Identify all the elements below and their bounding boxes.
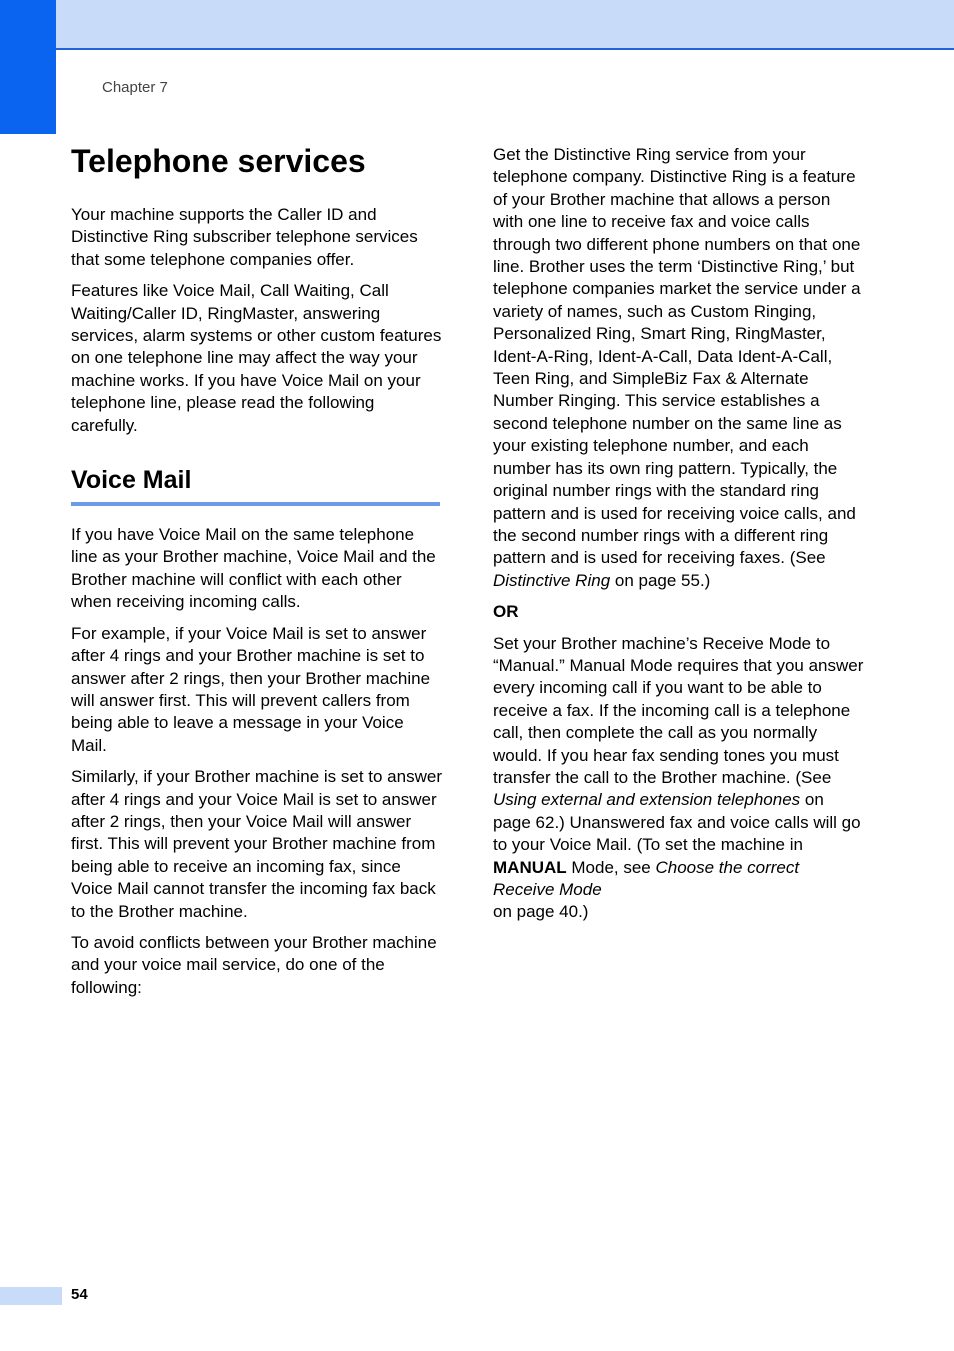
cross-reference-link[interactable]: Distinctive Ring: [493, 570, 611, 590]
left-column: [71, 140, 443, 1008]
right-column: [493, 144, 865, 933]
section-paragraph: If you have Voice Mail on the same telephone line as your Brother machine, Voice Mail and the Brother machine will conflict with each other when receiving incoming calls.: [71, 525, 436, 612]
paragraph-text: on page 62.) Unanswered fax and voice calls will go to your Voice Mail. (To set the machine in: [493, 790, 861, 855]
chapter-side-tab: [0, 0, 56, 134]
intro-paragraph: Features like Voice Mail, Call Waiting, Call Waiting/Caller ID, RingMaster, answering services, alarm systems or other custom features on one telephone line may affect the way your machine works. If you have Voice Mail on your telephone line, please read the following carefully.: [71, 281, 442, 435]
paragraph-text: on page 55.): [610, 570, 711, 590]
page-number-tab: [0, 1287, 62, 1305]
section-heading: Voice Mail: [71, 466, 192, 495]
section-paragraph: For example, if your Voice Mail is set to answer after 4 rings and your Brother machine is set to answer after 2 rings, then your Brother machine will answer first. This will prevent callers from being able to leave a message in your Voice Mail.: [71, 623, 431, 755]
paragraph-text: Get the Distinctive Ring service from your telephone company. Distinctive Ring is a feature of your Brother machine that allows a person with one line to receive fax and voice calls through two different phone numbers on that one line. Brother uses the term ‘Distinctive Ring,’ but telephone companies market the service under a variety of names, such as Custom Ringing, Personalized Ring, Smart Ring, RingMaster, Ident-A-Ring, Ident-A-Call, Data Ident-A-Call, Teen Ring, and SimpleBiz Fax & Alternate Number Ringing. This service establishes a second telephone number on the same line as your existing telephone number, and each number has its own ring pattern. Typically, the original number rings with the standard ring pattern and is used for receiving voice calls, and the second number rings with a different ring pattern and is used for receiving faxes. (See: [493, 145, 861, 568]
cross-reference-link[interactable]: Choose the correct Receive Mode: [493, 857, 800, 899]
section-rule: [71, 502, 440, 506]
distinctive-ring-paragraph: [493, 144, 865, 592]
header-band: [56, 0, 954, 50]
mode-keyword: MANUAL: [493, 857, 567, 877]
chapter-label: Chapter 7: [102, 79, 168, 96]
page-number: 54: [71, 1286, 88, 1303]
section-paragraph: To avoid conflicts between your Brother machine and your voice mail service, do one of the following:: [71, 932, 437, 997]
paragraph-text: Set your Brother machine’s Receive Mode to “Manual.” Manual Mode requires that you answer every incoming call if you want to be able to receive a fax. If the incoming call is a telephone call, then complete the call as you normally would. If you hear fax sending tones you must transfer the call to the Brother machine. (See: [493, 633, 864, 787]
paragraph-text: Mode, see: [566, 857, 656, 877]
section-paragraph: Similarly, if your Brother machine is set to answer after 4 rings and your Voice Mail is set to answer after 2 rings, then your Voice Mail will answer first. This will prevent your Brother machine from being able to receive an incoming fax, since Voice Mail cannot transfer the incoming fax back to the Brother machine.: [71, 767, 442, 921]
or-label: OR: [493, 602, 519, 622]
paragraph-text: on page 40.): [493, 902, 589, 922]
intro-paragraph: Your machine supports the Caller ID and Distinctive Ring subscriber telephone services that some telephone companies offer.: [71, 205, 418, 269]
cross-reference-link[interactable]: Using external and extension telephones: [493, 790, 801, 810]
manual-mode-paragraph: [493, 633, 865, 924]
page-title: Telephone services: [71, 143, 366, 179]
